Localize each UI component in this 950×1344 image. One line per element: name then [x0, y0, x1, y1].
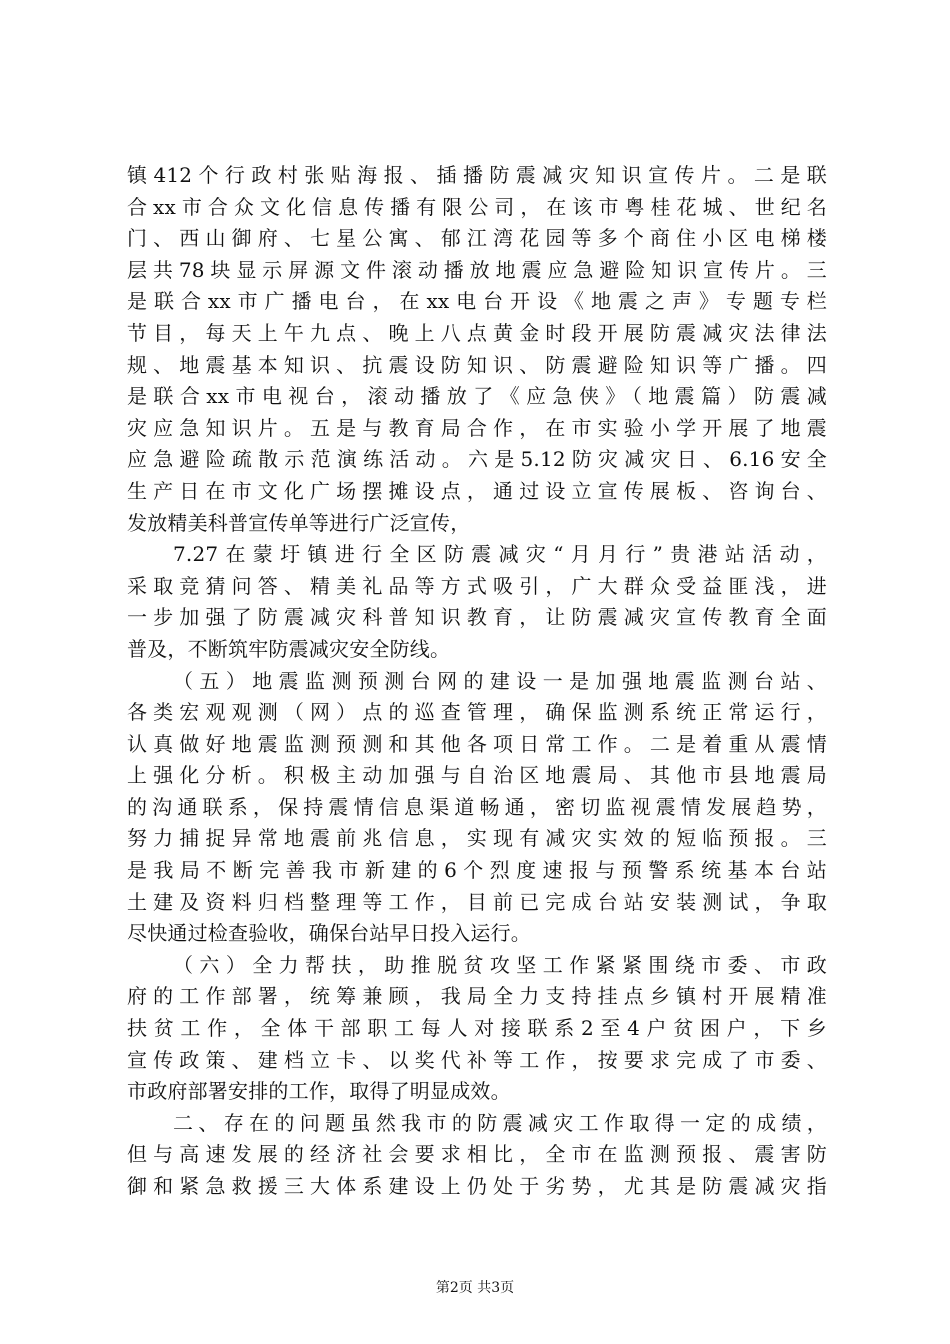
- text-line: 层共78块显示屏源文件滚动播放地震应急避险知识宣传片。三: [127, 257, 827, 282]
- text-line: 宣传政策、建档立卡、以奖代补等工作，按要求完成了市委、: [127, 1047, 827, 1072]
- text-line: 是我局不断完善我市新建的6个烈度速报与预警系统基本台站: [127, 858, 827, 883]
- text-line: 门、西山御府、七星公寓、郁江湾花园等多个商住小区电梯楼: [127, 226, 827, 251]
- text-line: 府的工作部署，统筹兼顾，我局全力支持挂点乡镇村开展精准: [127, 984, 827, 1009]
- text-line: 二、存在的问题虽然我市的防震减灾工作取得一定的成绩，: [173, 1110, 827, 1135]
- text-line: 7.27在蒙圩镇进行全区防震减灾“月月行”贵港站活动，: [173, 542, 827, 567]
- text-line: 镇412个行政村张贴海报、插播防震减灾知识宣传片。二是联: [127, 163, 827, 187]
- text-line: 努力捕捉异常地震前兆信息，实现有减灾实效的短临预报。三: [127, 826, 827, 851]
- text-line: 规、地震基本知识、抗震设防知识、防震避险知识等广播。四: [127, 352, 827, 377]
- page-indicator: 第2页 共3页: [435, 1280, 515, 1296]
- text-line: 普及，不断筑牢防震减灾安全防线。: [127, 636, 451, 661]
- text-line: 生产日在市文化广场摆摊设点，通过设立宣传展板、咨询台、: [127, 478, 827, 503]
- text-line: 御和紧急救援三大体系建设上仍处于劣势，尤其是防震减灾指: [127, 1174, 827, 1198]
- text-line: 是联合xx市广播电台，在xx电台开设《地震之声》专题专栏: [127, 289, 827, 314]
- text-line: 合xx市合众文化信息传播有限公司，在该市粤桂花城、世纪名: [127, 194, 827, 219]
- text-line: 发放精美科普宣传单等进行广泛宣传，: [127, 510, 471, 535]
- text-line: 上强化分析。积极主动加强与自治区地震局、其他市县地震局: [127, 763, 827, 788]
- text-line: 各类宏观观测（网）点的巡查管理，确保监测系统正常运行，: [127, 700, 827, 725]
- text-line: （六）全力帮扶，助推脱贫攻坚工作紧紧围绕市委、市政: [173, 952, 827, 977]
- text-line: 土建及资料归档整理等工作，目前已完成台站安装测试，争取: [127, 889, 827, 914]
- text-line: 的沟通联系，保持震情信息渠道畅通，密切监视震情发展趋势，: [127, 794, 827, 819]
- text-line: 扶贫工作，全体干部职工每人对接联系2至4户贫困户，下乡: [127, 1016, 827, 1041]
- text-line: 节目，每天上午九点、晚上八点黄金时段开展防震减灾法律法: [127, 320, 827, 345]
- text-line: 是联合xx市电视台，滚动播放了《应急侠》（地震篇）防震减: [127, 384, 827, 409]
- text-line: 市政府部署安排的工作，取得了明显成效。: [127, 1079, 511, 1104]
- text-line: 应急避险疏散示范演练活动。六是5.12防灾减灾日、6.16安全: [127, 447, 827, 472]
- text-line: 认真做好地震监测预测和其他各项日常工作。二是着重从震情: [127, 731, 827, 756]
- text-line: 采取竞猜问答、精美礼品等方式吸引，广大群众受益匪浅，进: [127, 573, 827, 598]
- body-text: [127, 160, 827, 1203]
- text-line: 尽快通过检查验收，确保台站早日投入运行。: [127, 921, 531, 946]
- text-line: 灾应急知识片。五是与教育局合作，在市实验小学开展了地震: [127, 415, 827, 440]
- page-footer: [0, 1279, 950, 1297]
- text-line: 但与高速发展的经济社会要求相比，全市在监测预报、震害防: [127, 1142, 827, 1167]
- text-line: （五）地震监测预测台网的建设一是加强地震监测台站、: [173, 668, 827, 693]
- text-line: 一步加强了防震减灾科普知识教育，让防震减灾宣传教育全面: [127, 605, 827, 630]
